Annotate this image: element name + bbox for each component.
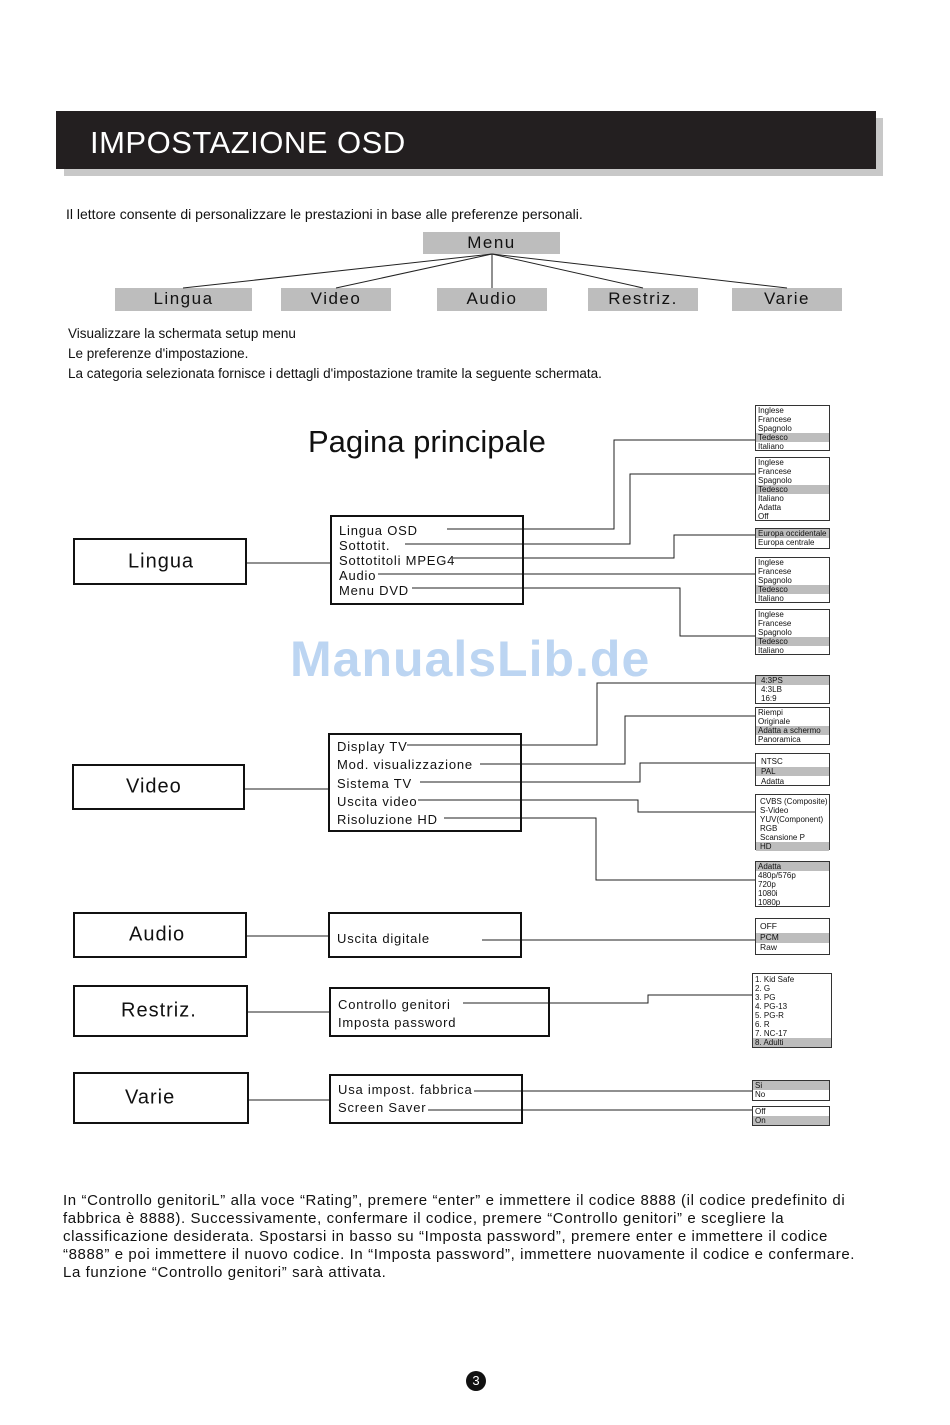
option[interactable]: YUV(Component) <box>760 815 824 824</box>
option[interactable]: Adatta <box>761 777 785 786</box>
option-selected[interactable]: Adatta a schermo <box>756 726 829 735</box>
option[interactable]: Inglese <box>758 558 784 567</box>
option-selected[interactable]: Si <box>753 1081 829 1090</box>
option[interactable]: 720p <box>758 880 776 889</box>
option[interactable]: 3. PG <box>755 993 776 1002</box>
options-screen-saver <box>752 1106 830 1126</box>
category-label: Lingua <box>128 550 195 572</box>
submenu-item[interactable]: Sottotitoli MPEG4 <box>339 553 456 568</box>
option[interactable]: Italiano <box>758 646 784 655</box>
category-label: Restriz. <box>121 999 197 1022</box>
options-audio-lang <box>755 557 830 603</box>
menu-node-restriz: Restriz. <box>588 288 698 311</box>
options-uscita-digitale <box>755 918 830 955</box>
option[interactable]: 1. Kid Safe <box>755 975 795 984</box>
options-sistema-tv <box>755 753 830 786</box>
category-label: Audio <box>129 923 186 946</box>
category-restriz[interactable] <box>73 985 248 1037</box>
option[interactable]: Europa centrale <box>758 538 815 547</box>
option-selected[interactable]: Tedesco <box>756 485 829 494</box>
option[interactable]: S-Video <box>760 806 789 815</box>
option-selected[interactable]: Tedesco <box>756 585 829 594</box>
menu-node-audio: Audio <box>437 288 547 311</box>
options-usa-impost-fabbrica <box>752 1080 830 1101</box>
menu-node-lingua: Lingua <box>115 288 252 311</box>
submenu-item[interactable]: Lingua OSD <box>339 523 418 538</box>
submenu-item[interactable]: Display TV <box>337 739 408 754</box>
option[interactable]: Francese <box>758 619 792 628</box>
category-video[interactable] <box>72 764 245 810</box>
category-varie[interactable] <box>73 1072 249 1124</box>
submenu-item[interactable]: Audio <box>339 568 377 583</box>
option[interactable]: Off <box>758 512 769 521</box>
description-line-2: Le preferenze d'impostazione. <box>68 346 249 361</box>
option-selected[interactable]: Tedesco <box>756 433 829 442</box>
option[interactable]: Originale <box>758 717 791 726</box>
option[interactable]: Off <box>755 1107 766 1116</box>
menu-node-video: Video <box>281 288 391 311</box>
options-display-tv <box>755 675 830 704</box>
submenu-varie <box>329 1074 523 1124</box>
option[interactable]: 4:3LB <box>761 685 782 694</box>
intro-text: Il lettore consente di personalizzare le prestazioni in base alle preferenze personali. <box>66 206 583 222</box>
watermark: ManualsLib.de <box>290 631 651 687</box>
option[interactable]: Inglese <box>758 406 784 415</box>
option[interactable]: Inglese <box>758 610 784 619</box>
option[interactable]: 7. NC-17 <box>755 1029 788 1038</box>
options-controllo-genitori <box>752 973 832 1048</box>
option-selected[interactable]: On <box>753 1116 829 1125</box>
option[interactable]: Adatta <box>758 503 782 512</box>
category-audio[interactable] <box>73 912 247 958</box>
option[interactable]: Inglese <box>758 458 784 467</box>
menu-node-varie: Varie <box>732 288 842 311</box>
submenu-lingua <box>330 515 524 605</box>
option[interactable]: RGB <box>760 824 778 833</box>
page-heading: IMPOSTAZIONE OSD <box>90 125 406 160</box>
category-lingua[interactable] <box>73 538 247 585</box>
option-selected[interactable]: Europa occidentale <box>756 529 829 538</box>
option[interactable]: Spagnolo <box>758 628 792 637</box>
option-selected[interactable]: Adatta <box>756 862 829 871</box>
submenu-item[interactable]: Uscita video <box>337 794 418 809</box>
option[interactable]: NTSC <box>761 757 783 766</box>
option-selected[interactable]: 8. Adulti <box>753 1038 831 1047</box>
option[interactable]: 6. R <box>755 1020 770 1029</box>
submenu-item[interactable]: Usa impost. fabbrica <box>338 1082 473 1097</box>
option-selected[interactable]: 4:3PS <box>756 676 829 685</box>
option[interactable]: Panoramica <box>758 735 801 744</box>
option[interactable]: 1080p <box>758 898 781 907</box>
submenu-item[interactable]: Risoluzione HD <box>337 812 438 827</box>
option[interactable]: Francese <box>758 567 792 576</box>
option-selected[interactable]: PCM <box>756 933 829 943</box>
option[interactable]: 1080i <box>758 889 778 898</box>
option[interactable]: 4. PG-13 <box>755 1002 788 1011</box>
option[interactable]: Riempi <box>758 708 783 717</box>
submenu-item[interactable]: Mod. visualizzazione <box>337 757 473 772</box>
submenu-item[interactable]: Uscita digitale <box>337 931 430 946</box>
option[interactable]: Scansione P <box>760 833 805 842</box>
submenu-item[interactable]: Controllo genitori <box>338 997 451 1012</box>
option[interactable]: No <box>755 1090 766 1099</box>
page-number: 3 <box>466 1371 486 1391</box>
option[interactable]: Italiano <box>758 494 784 503</box>
submenu-item[interactable]: Sottotit. <box>339 538 391 553</box>
option[interactable]: Spagnolo <box>758 576 792 585</box>
description-line-3: La categoria selezionata fornisce i dettagli d'impostazione tramite la seguente schermata. <box>68 366 602 381</box>
option[interactable]: Spagnolo <box>758 476 792 485</box>
option[interactable]: 16:9 <box>761 694 777 703</box>
options-mod-visualizzazione <box>755 707 830 745</box>
submenu-item[interactable]: Screen Saver <box>338 1100 427 1115</box>
page-title: Pagina principale <box>308 424 546 459</box>
category-label: Video <box>126 775 182 798</box>
option[interactable]: 5. PG-R <box>755 1011 784 1020</box>
option[interactable]: Francese <box>758 467 792 476</box>
option[interactable]: Raw <box>760 942 778 952</box>
submenu-audio <box>328 912 522 958</box>
submenu-video <box>328 733 522 832</box>
options-uscita-video <box>755 794 830 850</box>
options-sottotit <box>755 457 830 521</box>
option[interactable]: 480p/576p <box>758 871 796 880</box>
body-text: In “Controllo genitoriL” alla voce “Rating”, premere “enter” e immettere il codice 8888 (il codice predefinito di fabbrica è 8888). Successivamente, confermare il codice, premere “Controllo genitori” e scegliere la classificazione desiderata. Spostarsi in basso su “Imposta password”, premere enter e immettere il codice “8888” e poi immettere il nuovo codice. In “Imposta password”, immettere nuovamente il codice e confermare. La funzione “Controllo genitori” sarà attivata. <box>63 1192 856 1281</box>
option[interactable]: OFF <box>760 921 777 931</box>
options-risoluzione-hd <box>755 861 830 907</box>
option-selected[interactable]: PAL <box>756 767 829 776</box>
option-selected[interactable]: HD <box>756 842 829 851</box>
options-menu-dvd <box>755 609 830 655</box>
description-line-1: Visualizzare la schermata setup menu <box>68 326 296 341</box>
options-lingua-osd <box>755 405 830 451</box>
option[interactable]: Italiano <box>758 442 784 451</box>
option[interactable]: 2. G <box>755 984 771 993</box>
submenu-item[interactable]: Sistema TV <box>337 776 412 791</box>
option[interactable]: CVBS (Composite) <box>760 797 828 806</box>
option[interactable]: Spagnolo <box>758 424 792 433</box>
option[interactable]: Francese <box>758 415 792 424</box>
submenu-item[interactable]: Menu DVD <box>339 583 409 598</box>
option-selected[interactable]: Tedesco <box>756 637 829 646</box>
category-label: Varie <box>125 1086 176 1109</box>
option[interactable]: Italiano <box>758 594 784 603</box>
submenu-restriz <box>329 987 550 1037</box>
submenu-item[interactable]: Imposta password <box>338 1015 457 1030</box>
options-sottotitoli-mpeg4 <box>755 528 830 549</box>
menu-root: Menu <box>423 232 560 254</box>
